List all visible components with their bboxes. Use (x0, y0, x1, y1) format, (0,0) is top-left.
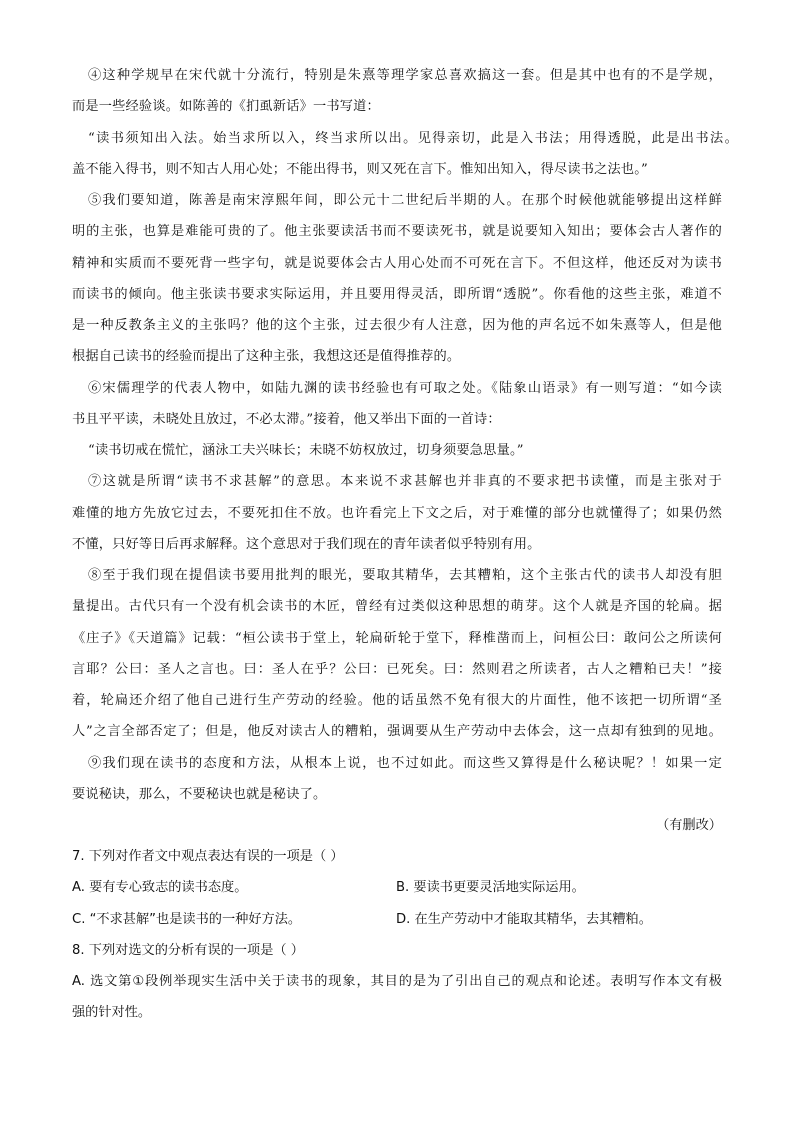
paragraph-5-line-5: 是一种反教条主义的主张吗？他的这个主张，过去很少有人注意，因为他的声名远不如朱熹等人，但是他 (72, 318, 722, 333)
paragraph-7-line-2: 难懂的地方先放它过去，不要死扣住不放。也许看完上下文之后，对于难懂的部分也就懂得了；如果仍然 (72, 506, 722, 521)
poem-quote: “读书切戒在慌忙，涵泳工夫兴味长；未晓不妨权放过，切身须要急思量。” (88, 443, 524, 458)
paragraph-5-line-4: 而读书的倾向。他主张读书要求实际运用，并且要用得灵活，即所谓“透脱”。你看他的这些主张，难道不 (72, 287, 722, 302)
paragraph-8-line-3: 《庄子》《天道篇》记载：“桓公读书于堂上，轮扁斫轮于堂下，释椎凿而上，问桓公曰：敢问公之所读何 (72, 631, 722, 646)
paragraph-6-line-1: ⑥宋儒理学的代表人物中，如陆九渊的读书经验也有可取之处。《陆象山语录》有一则写道：“如今读 (88, 381, 722, 396)
question-7-option-c: C. “不求甚解”也是读书的一种好方法。 (72, 912, 302, 927)
paragraph-7-line-1: ⑦这就是所谓“读书不求甚解”的意思。本来说不求甚解也并非真的不要求把书读懂，而是主张对于 (88, 474, 722, 489)
question-8-option-a-line-2: 强的针对性。 (72, 1005, 152, 1020)
quote-1-line-2: 盖不能入得书，则不知古人用心处；不能出得书，则又死在言下。惟知出知入，得尽读书之法也。” (72, 162, 649, 177)
question-7-option-d: D. 在生产劳动中才能取其精华，去其糟粕。 (396, 912, 652, 927)
paragraph-8-line-2: 量提出。古代只有一个没有机会读书的木匠，曾经有过类似这种思想的萌芽。这个人就是齐国的轮扁。据 (72, 599, 722, 614)
paragraph-4-line-1: ④这种学规早在宋代就十分流行，特别是朱熹等理学家总喜欢搞这一套。但是其中也有的不是学规， (88, 68, 722, 83)
paragraph-5-line-6: 根据自己读书的经验而提出了这种主张，我想这还是值得推荐的。 (72, 349, 461, 364)
paragraph-5-line-3: 精神和实质而不要死背一些字句，就是说要体会古人用心处而不可死在言下。不但这样，他还反对为读书 (72, 256, 722, 271)
question-8-stem: 8. 下列对选文的分析有误的一项是（ ） (72, 943, 304, 958)
paragraph-8-line-6: 人”之言全部否定了；但是，他反对读古人的糟粕，强调要从生产劳动中去体会，这一点却有独到的见地。 (72, 724, 722, 739)
source-note: （有删改） (656, 818, 722, 833)
paragraph-5-line-2: 明的主张，也算是难能可贵的了。他主张要读活书而不要读死书，就是说要知入知出；要体会古人著作的 (72, 224, 722, 239)
quote-1-line-1: “读书须知出入法。始当求所以入，终当求所以出。见得亲切，此是入书法；用得透脱，此是出书法。 (88, 131, 738, 146)
question-7-option-b: B. 要读书更要灵活地实际运用。 (396, 880, 585, 895)
question-7-stem: 7. 下列对作者文中观点表达有误的一项是（ ） (72, 849, 344, 864)
paragraph-8-line-4: 言耶？公曰：圣人之言也。曰：圣人在乎？公曰：已死矣。曰：然则君之所读者，古人之糟粕已夫！”接 (72, 662, 722, 677)
paragraph-4-line-2: 而是一些经验谈。如陈善的《扪虱新话》一书写道： (72, 99, 380, 114)
question-8-option-a-line-1: A. 选文第①段例举现实生活中关于读书的现象，其目的是为了引出自己的观点和论述。表明写作本文有极 (72, 974, 722, 989)
paragraph-6-line-2: 书且平平读，未晓处且放过，不必太滞。”接着，他又举出下面的一首诗： (72, 412, 501, 427)
paragraph-8-line-1: ⑧至于我们现在提倡读书要用批判的眼光，要取其精华，去其糟粕，这个主张古代的读书人却没有胆 (88, 568, 722, 583)
paragraph-5-line-1: ⑤我们要知道，陈善是南宋淳熙年间，即公元十二世纪后半期的人。在那个时候他就能够提出这样鲜 (88, 193, 722, 208)
paragraph-9-line-1: ⑨我们现在读书的态度和方法，从根本上说，也不过如此。而这些又算得是什么秘诀呢？！如果一定 (88, 756, 722, 771)
question-7-option-a: A. 要有专心致志的读书态度。 (72, 880, 248, 895)
paragraph-9-line-2: 要说秘诀，那么，不要秘诀也就是秘诀了。 (72, 787, 327, 802)
paragraph-7-line-3: 不懂，只好等日后再求解释。这个意思对于我们现在的青年读者似乎特别有用。 (72, 537, 541, 552)
paragraph-8-line-5: 着，轮扁还介绍了他自己进行生产劳动的经验。他的话虽然不免有很大的片面性，他不该把一切所谓“圣 (72, 693, 722, 708)
